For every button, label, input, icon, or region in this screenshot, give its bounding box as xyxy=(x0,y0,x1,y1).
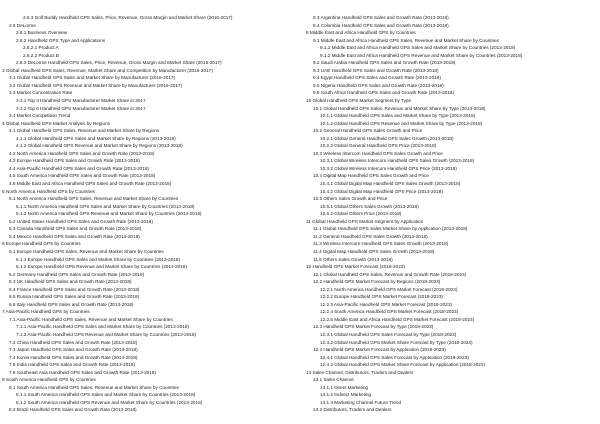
toc-entry: 7.3 Japan Handheld GPS Sales and Growth Rate (2013-2018) xyxy=(9,347,138,353)
toc-entry: 9.2 Saudi Arabia Handheld GPS Sales and Growth Rate (2013-2018) xyxy=(313,60,456,66)
toc-entry: 9.5 Nigeria Handheld GPS Sales and Growth Rate (2013-2018) xyxy=(313,82,444,88)
toc-entry: 12.2.4 South America Handheld GPS Market Forecast (2018-2023) xyxy=(320,309,459,315)
toc-entry: 5.1.2 North America Handheld GPS Revenue and Market Share by Countries (2013-2018) xyxy=(16,211,202,217)
toc-entry: 12.4 Handheld GPS Market Forecast by Application (2018-2023) xyxy=(313,347,446,353)
toc-entry: 10.2.2 Global General Handheld GPS Price (2013-2018) xyxy=(320,143,437,149)
toc-entry: 5.1.1 North America Handheld GPS Sales and Market Share by Countries (2013-2018) xyxy=(16,203,195,209)
toc-entry: 5.3 Canada Handheld GPS Sales and Growth Rate (2013-2018) xyxy=(9,226,142,232)
toc-entry: 12.2.5 Middle East and Africa Handheld GPS Market Forecast (2018-2023) xyxy=(320,316,475,322)
toc-entry: 12.2.3 Asia-Pacific Handheld GPS Market Forecast (2018-2023) xyxy=(320,301,452,307)
toc-column-left xyxy=(2,14,302,414)
toc-entry: 10.3 Wireless Intercom Handheld GPS Sales Growth and Price xyxy=(313,150,443,156)
toc-entry: 8.4 Colombia Handheld GPS Sales and Growth Rate (2013-2018) xyxy=(313,22,449,28)
toc-column-right xyxy=(306,14,596,414)
toc-entry: 5.1 North America Handheld GPS Sales, Revenue and Market Share by Countries xyxy=(9,196,179,202)
toc-entry: 13.1 Sales Channel xyxy=(313,377,354,383)
toc-entry: 7.2 China Handheld GPS Sales and Growth Rate (2013-2018) xyxy=(9,339,138,345)
toc-entry: 6.5 Russia Handheld GPS Sales and Growth Rate (2013-2018) xyxy=(9,294,140,300)
toc-entry: 8.3 Argentina Handheld GPS Sales and Growth Rate (2013-2018) xyxy=(313,15,449,20)
toc-entry: 7.5 India Handheld GPS Sales and Growth Rate (2013-2018) xyxy=(9,362,136,368)
toc-entry: 6.2 Germany Handheld GPS Sales and Growth Rate (2013-2018) xyxy=(9,271,145,277)
toc-entry: 2.6.2.2 Product B xyxy=(23,52,59,58)
toc-entry: 6.4 France Handheld GPS Sales and Growth Rate (2013-2018) xyxy=(9,286,140,292)
toc-entry: 7.6 Southeast Asia Handheld GPS Sales and Growth Rate (2013-2018) xyxy=(9,369,156,375)
toc-entry: 10.5.1 Global Others Sales Growth (2013-2018) xyxy=(320,203,419,209)
toc-entry: 13.1.2 Indirect Marketing xyxy=(320,392,372,398)
toc-entry: 12.2.2 Europe Handheld GPS Market Forecast (2018-2023) xyxy=(320,294,443,300)
toc-entry: 10.4 Digital Map Handheld GPS Sales Growth and Price xyxy=(313,173,429,179)
toc-entry: 10.3.2 Global Wireless Intercom Handheld GPS Price (2013-2018) xyxy=(320,165,457,171)
toc-entry: 5.4 Mexico Handheld GPS Sales and Growth Rate (2013-2018) xyxy=(9,233,140,239)
toc-entry: 2.6.2 Handheld GPS Type and Applications xyxy=(16,37,106,43)
toc-entry: 4.1.1 Global Handheld GPS Sales and Market Share by Regions (2013-2018) xyxy=(16,135,176,141)
toc-entry: 3.2 Global Handheld GPS Revenue and Market Share by Manufacturer (2016-2017) xyxy=(9,82,183,88)
toc-entry: 13.1.1 Direct Marketing xyxy=(320,384,368,390)
toc-entry: 5.2 United States Handheld GPS Sales and Growth Rate (2013-2018) xyxy=(9,218,153,224)
toc-entry: 9.1 Middle East and Africa Handheld GPS Sales, Revenue and Market Share by Countries xyxy=(313,37,499,43)
toc-entry: 7.1.1 Asia-Pacific Handheld GPS Sales and Market Share by Countries (2013-2018) xyxy=(16,324,189,330)
toc-entry: 2.6 DeLorme xyxy=(9,22,36,28)
toc-entry: 4.1.2 Global Handheld GPS Revenue and Market Share by Regions (2013-2018) xyxy=(16,143,183,149)
toc-entry: 12.2.1 North America Handheld GPS Market Forecast (2018-2023) xyxy=(320,286,458,292)
toc-entry: 9.3 UAE Handheld GPS Sales and Growth Rate (2013-2018) xyxy=(313,67,439,73)
toc-entry: 4.1 Global Handheld GPS Sales, Revenue and Market Share by Regions xyxy=(9,128,160,134)
toc-entry: 12.2 Handheld GPS Market Forecast by Regions (2018-2023) xyxy=(313,279,441,285)
toc-entry: 8 South America Handheld GPS by Countries xyxy=(2,377,96,383)
toc-entry: 7 Asia-Pacific Handheld GPS by Countries xyxy=(2,309,90,315)
toc-entry: 4.2 North America Handheld GPS Sales and Growth Rate (2013-2018) xyxy=(9,150,155,156)
toc-entry: 13.1.3 Marketing Channel Future Trend xyxy=(320,399,402,405)
toc-entry: 7.4 Korea Handheld GPS Sales and Growth Rate (2013-2018) xyxy=(9,354,138,360)
toc-entry: 10.5 Others Sales Growth and Price xyxy=(313,196,388,202)
toc-entry: 10 Global Handheld GPS Market Segment by Type xyxy=(306,98,412,104)
toc-entry: 3.4 Market Competition Trend xyxy=(9,113,71,119)
toc-entry: 11.5 Others Sales Growth (2013-2018) xyxy=(313,256,393,262)
toc-entry: 12.4.2 Global Handheld GPS Market Share Forecast by Application (2018-2023) xyxy=(320,362,486,368)
toc-entry: 6.6 Italy Handheld GPS Sales and Growth Rate (2013-2018) xyxy=(9,301,134,307)
toc-entry: 3.3 Market Concentration Rate xyxy=(9,90,73,96)
toc-entry: 10.1.1 Global Handheld GPS Sales and Market Share by Type (2013-2018) xyxy=(320,113,476,119)
toc-entry: 3 Global Handheld GPS Sales, Revenue, Market Share and Competition by Manufacturer (2016-2017) xyxy=(2,67,213,73)
toc-entry: 4.4 Asia-Pacific Handheld GPS Sales and Growth Rate (2013-2018) xyxy=(9,165,149,171)
toc-entry: 3.1 Global Handheld GPS Sales and Market Share by Manufacturer (2016-2017) xyxy=(9,75,176,81)
toc-entry: 2.6.3 DeLorme Handheld GPS Sales, Price, Revenue, Gross Margin and Market Share (2016-2017) xyxy=(16,60,222,66)
toc-entry: 7.1.2 Asia-Pacific Handheld GPS Revenue and Market Share by Countries (2013-2018) xyxy=(16,331,196,337)
toc-entry: 9.6 South Africa Handheld GPS Sales and Growth Rate (2013-2018) xyxy=(313,90,455,96)
toc-entry: 8.1.1 South America Handheld GPS Sales and Market Share by Countries (2013-2018) xyxy=(16,392,196,398)
toc-entry: 4.6 Middle East and Africa Handheld GPS Sales and Growth Rate (2013-2018) xyxy=(9,181,172,187)
toc-entry: 7.1 Asia-Pacific Handheld GPS Sales, Revenue and Market Share by Countries xyxy=(9,316,173,322)
toc-entry: 11.2 General Handheld GPS Sales Growth (2013-2018) xyxy=(313,233,428,239)
toc-entry: 10.2.1 Global General Handheld GPS Sales Growth (2013-2018) xyxy=(320,135,454,141)
toc-entry: 6.1.1 Europe Handheld GPS Sales and Market Share by Countries (2013-2018) xyxy=(16,256,181,262)
toc-entry: 10.1 Global Handheld GPS Sales, Revenue and Market Share by Type (2013-2018) xyxy=(313,105,486,111)
toc-entry: 8.1 South America Handheld GPS Sales, Revenue and Market Share by Countries xyxy=(9,384,179,390)
toc-entry: 9 Middle East and Africa Handheld GPS by Countries xyxy=(306,30,416,36)
toc-entry: 3.3.1 Top 3 Handheld GPS Manufacturer Market Share in 2017 xyxy=(16,98,146,104)
toc-entry: 11 Global Handheld GPS Market Segment by Application xyxy=(306,218,424,224)
toc-entry: 10.3.1 Global Wireless Intercom Handheld GPS Sales Growth (2013-2018) xyxy=(320,158,475,164)
toc-entry: 10.1.2 Global Handheld GPS Revenue and Market Share by Type (2013-2018) xyxy=(320,120,483,126)
toc-entry: 10.2 General Handheld GPS Sales Growth and Price xyxy=(313,128,423,134)
toc-entry: 8.1.2 South America Handheld GPS Revenue and Market Share by Countries (2013-2018) xyxy=(16,399,203,405)
toc-entry: 5 North America Handheld GPS by Countries xyxy=(2,188,95,194)
toc-entry: 11.1 Global Handheld GPS Sales Market Share by Application (2013-2018) xyxy=(313,226,468,232)
toc-entry: 2.6.1 Business Overview xyxy=(16,30,68,36)
toc-entry: 11.4 Digital Map Handheld GPS Sales Growth (2013-2018) xyxy=(313,248,435,254)
toc-entry: 9.4 Egypt Handheld GPS Sales and Growth Rate (2013-2018) xyxy=(313,75,441,81)
toc-entry: 4.3 Europe Handheld GPS Sales and Growth Rate (2013-2018) xyxy=(9,158,140,164)
toc-entry: 2.6.2.1 Product A xyxy=(23,45,59,51)
toc-entry: 8.2 Brazil Handheld GPS Sales and Growth Rate (2013-2018) xyxy=(9,407,137,413)
toc-entry: 3.3.2 Top 6 Handheld GPS Manufacturer Market Share in 2017 xyxy=(16,105,146,111)
toc-entry: 6.3 UK Handheld GPS Sales and Growth Rate (2013-2018) xyxy=(9,279,132,285)
toc-entry: 6 Europe Handheld GPS by Countries xyxy=(2,241,81,247)
toc-entry: 10.5.2 Global Others Price (2013-2018) xyxy=(320,211,402,217)
toc-entry: 13 Sales Channel, Distributors, Traders and Dealers xyxy=(306,369,414,375)
toc-entry: 4.5 South America Handheld GPS Sales and Growth Rate (2013-2018) xyxy=(9,173,156,179)
toc-entry: 4 Global Handheld GPS Market Analysis by Regions xyxy=(2,120,110,126)
toc-entry: 12.3.1 Global Handheld GPS Sales Forecast by Type (2018-2023) xyxy=(320,331,457,337)
toc-entry: 11.3 Wireless Intercom Handheld GPS Sales Growth (2013-2018) xyxy=(313,241,449,247)
toc-entry: 6.1.2 Europe Handheld GPS Revenue and Market Share by Countries (2013-2018) xyxy=(16,264,188,270)
toc-entry: 9.1.2 Middle East and Africa Handheld GPS Revenue and Market Share by Countries (2013-2018) xyxy=(320,52,523,58)
toc-entry: 6.1 Europe Handheld GPS Sales, Revenue and Market Share by Countries xyxy=(9,248,164,254)
toc-entry: 13.2 Distributors, Traders and Dealers xyxy=(313,407,392,413)
toc-entry: 2.5.3 Golf Buddy Handheld GPS Sales, Price, Revenue, Gross Margin and Market Share (2016-2017) xyxy=(23,15,233,20)
toc-entry: 12.4.1 Global Handheld GPS Sales Forecast by Application (2018-2023) xyxy=(320,354,469,360)
toc-entry: 9.1.1 Middle East and Africa Handheld GPS Sales and Market Share by Countries (2013-2018) xyxy=(320,45,516,51)
toc-entry: 12.3 Handheld GPS Market Forecast by Type (2018-2023) xyxy=(313,324,434,330)
toc-entry: 12 Handheld GPS Market Forecast (2018-2023) xyxy=(306,264,405,270)
toc-entry: 10.4.2 Global Digital Map Handheld GPS Price (2013-2018) xyxy=(320,188,443,194)
toc-entry: 12.1 Global Handheld GPS Sales, Revenue and Growth Rate (2018-2023) xyxy=(313,271,467,277)
toc-entry: 12.3.2 Global Handheld GPS Market Share Forecast by Type (2018-2023) xyxy=(320,339,473,345)
toc-entry: 10.4.1 Global Digital Map Handheld GPS Sales Growth (2013-2018) xyxy=(320,181,461,187)
